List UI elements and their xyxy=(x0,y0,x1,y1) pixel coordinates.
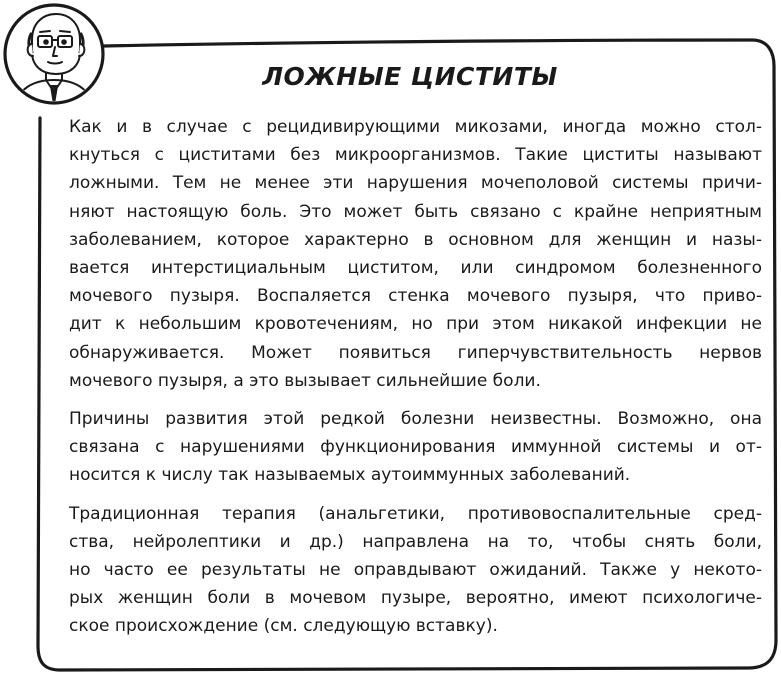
text-line: няют настоящую боль. Это может быть связано с крайне неприятным xyxy=(69,201,762,222)
text-line: ское происхождение (см. следующую вставку). xyxy=(69,616,498,637)
professor-avatar-icon xyxy=(0,0,108,108)
text-line: ложными. Тем не менее эти нарушения мочеполовой системы причи- xyxy=(69,173,762,194)
text-line: Традиционная терапия (анальгетики, противовоспалительные сред- xyxy=(69,503,762,524)
text-line: мочевого пузыря. Воспаляется стенка мочевого пузыря, что приво- xyxy=(69,286,762,307)
text-line: но часто ее результаты не оправдывают ожиданий. Также у некото- xyxy=(69,560,762,581)
text-line: Как и в случае с рецидивирующими микозами, иногда можно стол- xyxy=(69,117,762,137)
text-line: дит к небольшим кровотечениям, но при этом никакой инфекции не xyxy=(69,314,762,335)
text-line: носится к числу так называемых аутоиммунных заболеваний. xyxy=(69,465,631,486)
text-line: Причины развития этой редкой болезни неизвестны. Возможно, она xyxy=(69,409,762,430)
text-line: связана с нарушениями функционирования иммунной системы и от- xyxy=(69,437,762,458)
text-line: обнаруживается. Может появиться гиперчувствительность нервов xyxy=(69,342,762,363)
box-title: ЛОЖНЫЕ ЦИСТИТЫ xyxy=(262,62,558,91)
text-line: кнуться с циститами без микроорганизмов. Такие циститы называют xyxy=(69,145,762,166)
text-line: рых женщин боли в мочевом пузыре, вероятно, имеют психологиче- xyxy=(69,588,762,609)
paragraph xyxy=(69,113,762,395)
text-line: заболеванием, которое характерно в основном для женщин и назы- xyxy=(69,229,762,250)
paragraph xyxy=(69,500,762,641)
text-line: вается интерстициальным циститом, или синдромом болезненного xyxy=(69,258,762,279)
text-line: ства, нейролептики и др.) направлена на то, чтобы снять боли, xyxy=(69,531,762,552)
text-line: мочевого пузыря, а это вызывает сильнейшие боли. xyxy=(69,370,541,391)
box-content xyxy=(69,113,762,651)
paragraph xyxy=(69,405,762,490)
